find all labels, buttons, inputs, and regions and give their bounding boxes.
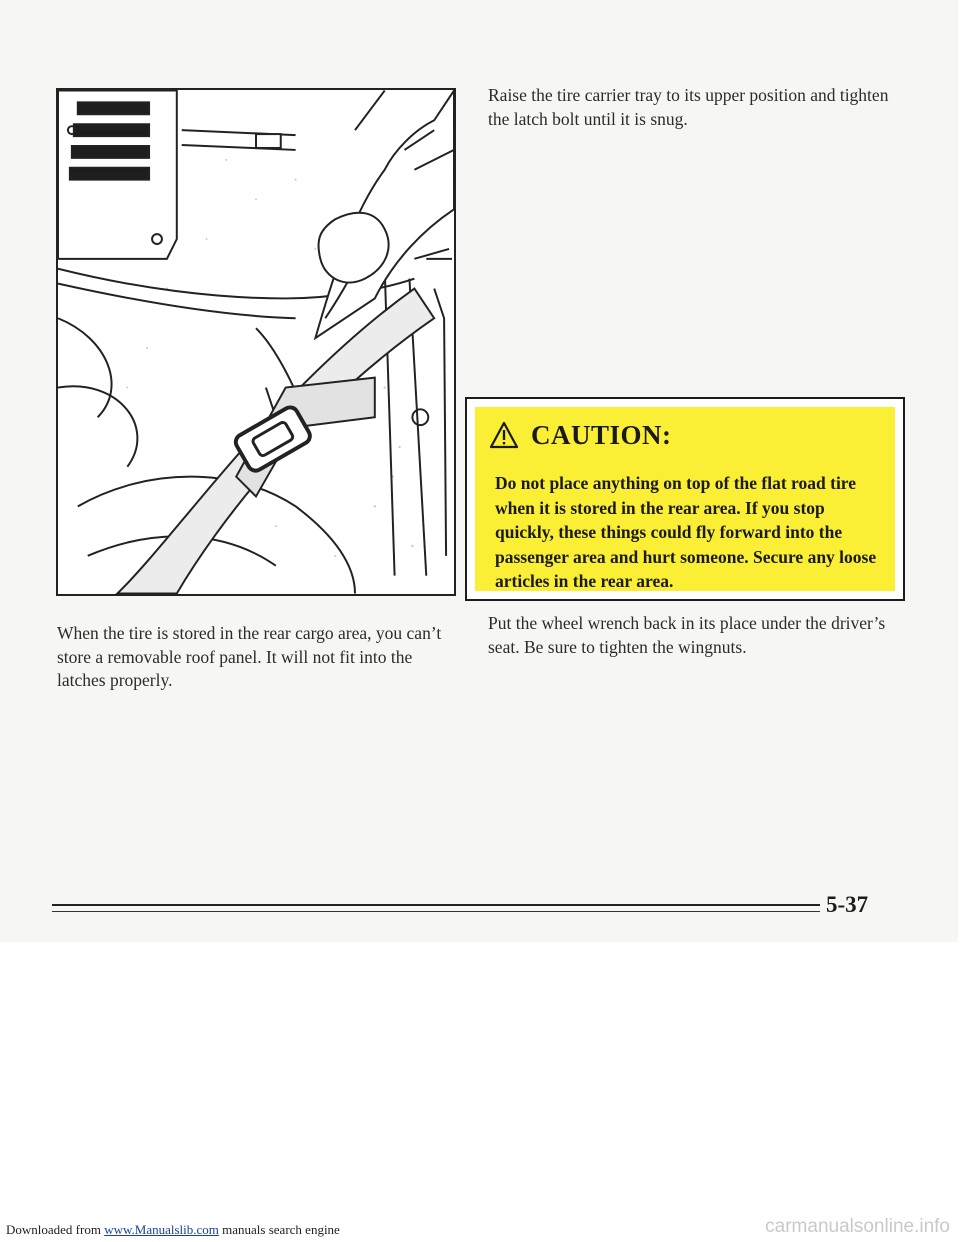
footer-rule-thick xyxy=(52,904,820,906)
caution-title: CAUTION: xyxy=(531,419,672,450)
warning-triangle-icon xyxy=(489,421,519,449)
right-paragraph-1: Raise the tire carrier tray to its upper position and tighten the latch bolt until it is snug. xyxy=(488,85,889,129)
caution-box xyxy=(465,397,905,601)
footer-prefix: Downloaded from xyxy=(6,1222,105,1237)
tire-strap-illustration xyxy=(56,88,456,596)
footer-rule-thin xyxy=(52,911,820,912)
manualslib-link[interactable]: www.Manualslib.com xyxy=(104,1222,219,1237)
right-paragraph-2: Put the wheel wrench back in its place under the driver’s seat. Be sure to tighten the wingnuts. xyxy=(488,613,886,657)
left-paragraph: When the tire is stored in the rear cargo area, you can’t store a removable roof panel. It will not fit into the latches properly. xyxy=(57,623,442,690)
caution-body xyxy=(475,463,895,591)
download-footer xyxy=(6,1222,340,1238)
watermark: carmanualsonline.info xyxy=(765,1216,950,1237)
page-number: 5-37 xyxy=(826,892,869,917)
caution-text: Do not place anything on top of the flat road tire when it is stored in the rear area. If you stop quickly, these things could fly forward into the passenger area and hurt someone. Secure any loose articles in the rear area. xyxy=(495,473,877,591)
caution-header xyxy=(475,407,895,463)
footer-suffix: manuals search engine xyxy=(218,1222,340,1237)
